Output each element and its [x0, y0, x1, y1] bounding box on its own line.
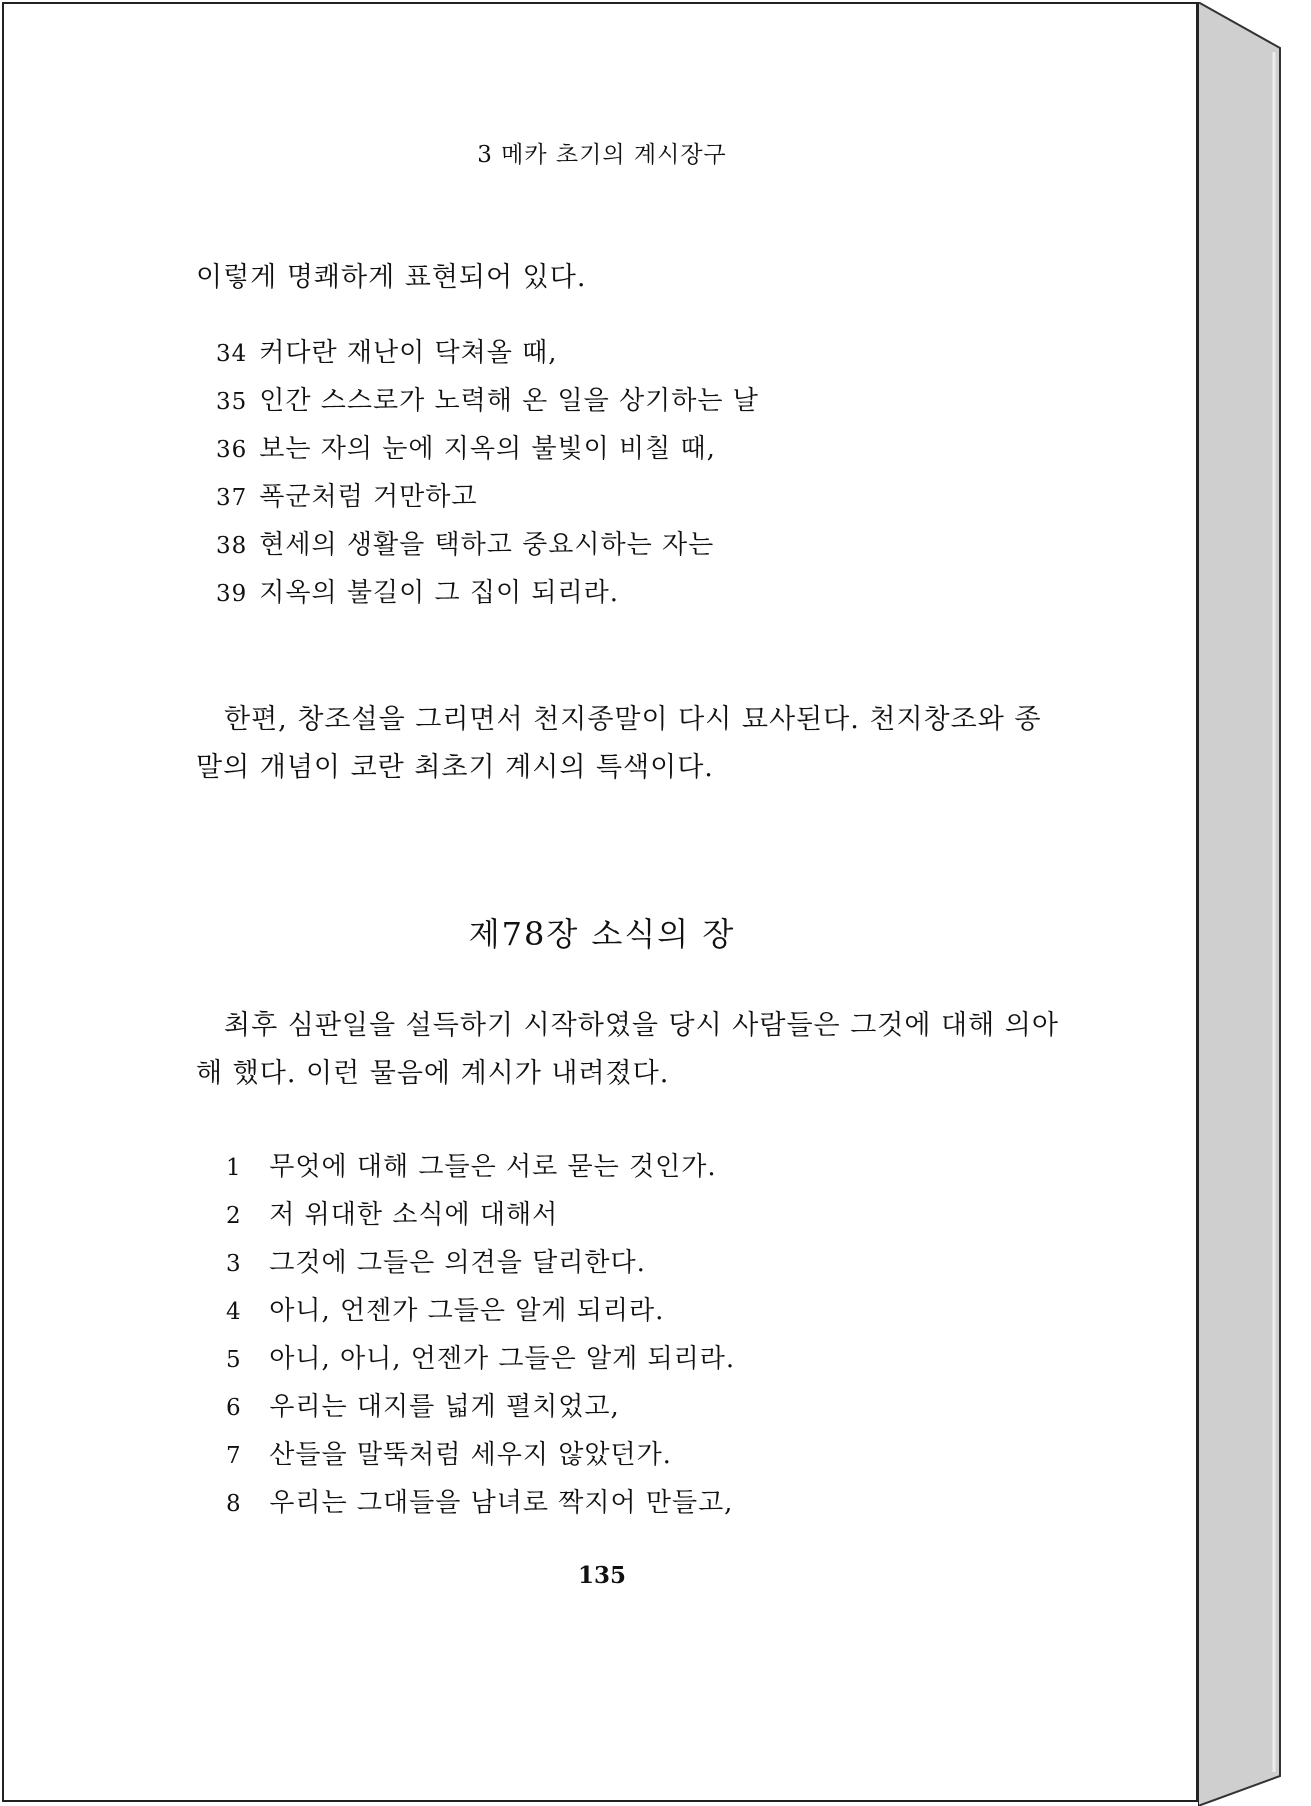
verse-text: 인간 스스로가 노력해 온 일을 상기하는 날 — [259, 386, 759, 416]
verse-text: 산들을 말뚝처럼 세우지 않았던가. — [269, 1440, 672, 1470]
book-edge — [1198, 2, 1282, 1802]
paragraph-creation: 한편, 창조설을 그리면서 천지종말이 다시 묘사된다. 천지창조와 종말의 개념이 코란 최초기 계시의 특색이다. — [196, 704, 1042, 783]
verse-text: 그것에 그들은 의견을 달리한다. — [269, 1248, 646, 1278]
verse-text: 보는 자의 눈에 지옥의 불빛이 비칠 때, — [259, 434, 716, 464]
book-page — [2, 2, 1198, 1802]
verse-text: 현세의 생활을 택하고 중요시하는 자는 — [259, 530, 715, 560]
verse-line — [216, 426, 759, 474]
verse-text: 우리는 그대들을 남녀로 짝지어 만들고, — [269, 1488, 734, 1518]
verse-text: 아니, 아니, 언젠가 그들은 알게 되리라. — [269, 1344, 736, 1374]
verse-text: 저 위대한 소식에 대해서 — [269, 1200, 559, 1230]
verse-number: 35 — [216, 389, 248, 415]
verse-text: 폭군처럼 거만하고 — [259, 482, 478, 512]
verse-line — [216, 570, 759, 618]
verse-line — [226, 1480, 735, 1528]
verse-line — [216, 378, 759, 426]
verse-line — [216, 474, 759, 522]
intro-line: 이렇게 명쾌하게 표현되어 있다. — [196, 262, 587, 293]
verse-line — [226, 1432, 735, 1480]
verse-number: 37 — [216, 485, 248, 511]
verse-text: 지옥의 불길이 그 집이 되리라. — [259, 578, 619, 608]
verse-line — [226, 1336, 735, 1384]
book-edge-shape — [1198, 2, 1282, 1806]
verse-number: 6 — [226, 1395, 242, 1421]
paragraph-judgment: 최후 심판일을 설득하기 시작하였을 당시 사람들은 그것에 대해 의아해 했다. 이런 물음에 계시가 내려졌다. — [196, 1010, 1059, 1089]
verse-text: 우리는 대지를 넓게 펼치었고, — [269, 1392, 620, 1422]
verse-line — [216, 330, 759, 378]
verse-text: 아니, 언젠가 그들은 알게 되리라. — [269, 1296, 665, 1326]
verse-number: 7 — [226, 1443, 242, 1469]
verse-number: 4 — [226, 1299, 242, 1325]
verse-number: 36 — [216, 437, 248, 463]
verse-line — [226, 1144, 735, 1192]
verse-line — [216, 522, 759, 570]
verse-number: 34 — [216, 341, 248, 367]
chapter-title: 제78장 소식의 장 — [468, 915, 736, 953]
verse-number: 1 — [226, 1155, 242, 1181]
page-number: 135 — [577, 1562, 626, 1589]
verse-number: 2 — [226, 1203, 242, 1229]
verse-list-a — [216, 330, 759, 618]
verse-line — [226, 1384, 735, 1432]
verse-number: 39 — [216, 581, 248, 607]
verse-line — [226, 1192, 735, 1240]
verse-text: 무엇에 대해 그들은 서로 묻는 것인가. — [269, 1152, 717, 1182]
verse-number: 3 — [226, 1251, 242, 1277]
running-head: 3 메카 초기의 계시장구 — [477, 142, 727, 168]
verse-text: 커다란 재난이 닥쳐올 때, — [259, 338, 558, 368]
verse-number: 38 — [216, 533, 248, 559]
verse-number: 8 — [226, 1491, 242, 1517]
verse-list-b — [226, 1144, 735, 1528]
verse-line — [226, 1288, 735, 1336]
verse-number: 5 — [226, 1347, 242, 1373]
verse-line — [226, 1240, 735, 1288]
